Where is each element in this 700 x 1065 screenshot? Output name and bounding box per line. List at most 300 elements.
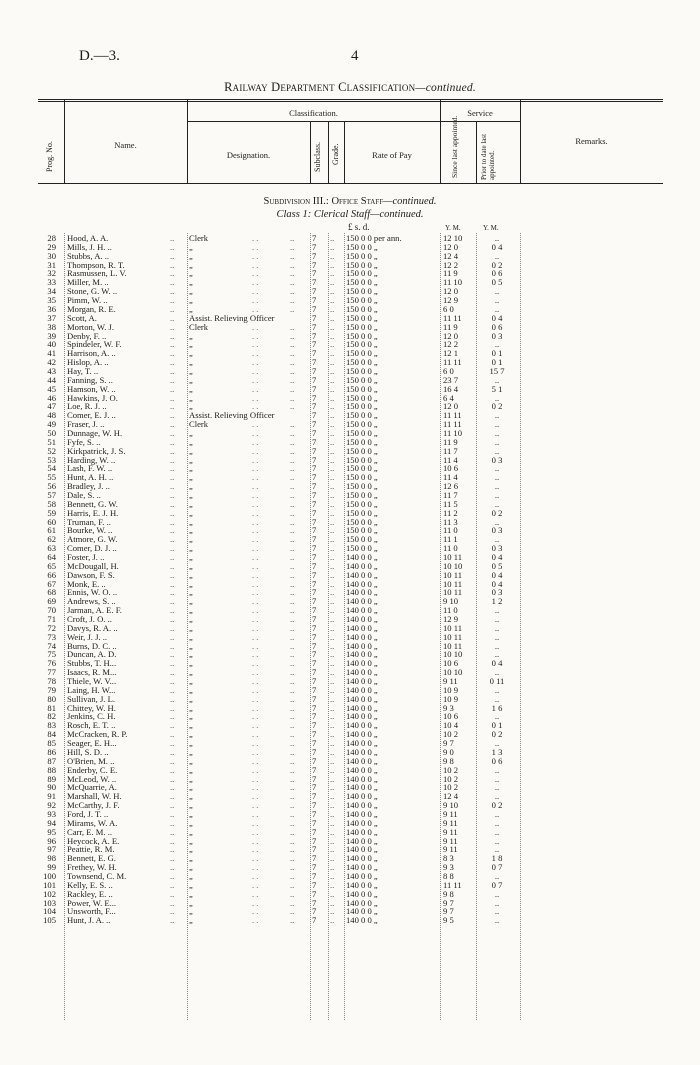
designation: „: [189, 808, 193, 819]
rate-of-pay: 150 0 0 „: [346, 534, 378, 545]
leader-dots: ..: [170, 720, 175, 731]
leader-dots: . .: [252, 295, 259, 305]
leader-dots: ..: [330, 729, 335, 740]
leader-dots: ..: [290, 330, 295, 341]
leader-dots: ..: [330, 693, 335, 704]
leader-dots: ..: [170, 844, 175, 855]
staff-name: Harris, E. J. H.: [67, 507, 119, 518]
staff-name: Davys, R. A. ..: [67, 622, 118, 633]
prog-no: 77: [47, 667, 56, 678]
service-prior: ..: [494, 427, 500, 438]
leader-dots: . .: [252, 906, 259, 917]
prog-no: 83: [47, 720, 56, 731]
rate-of-pay: 150 0 0 „: [346, 241, 378, 252]
leader-dots: . .: [252, 870, 259, 881]
subclass: 7: [312, 879, 317, 890]
leader-dots: ..: [290, 348, 295, 359]
rate-of-pay: 140 0 0 „: [346, 667, 378, 678]
leader-dots: ..: [330, 870, 335, 881]
service-prior: 0 5: [491, 277, 503, 288]
service-since-last: 10 9: [443, 684, 459, 695]
rate-of-pay: 150 0 0 „: [346, 401, 378, 412]
staff-name: Rosch, E. T. ..: [67, 720, 116, 731]
designation: „: [189, 445, 193, 456]
leader-dots: ..: [290, 560, 295, 571]
subclass: 7: [312, 826, 317, 837]
subclass: 7: [312, 897, 317, 908]
staff-name: Peattie, R. M.: [67, 844, 115, 855]
service-prior: ..: [494, 684, 500, 695]
service-prior: ..: [494, 631, 500, 642]
leader-dots: ..: [170, 800, 175, 810]
leader-dots: ..: [290, 454, 295, 465]
leader-dots: ..: [330, 427, 335, 438]
designation: „: [189, 835, 193, 846]
service-prior: 0 4: [491, 569, 503, 580]
rate-of-pay: 150 0 0 „: [346, 410, 378, 421]
leader-dots: . .: [252, 888, 259, 899]
service-since-last: 12 0: [443, 401, 459, 412]
subclass: 7: [312, 286, 317, 297]
leader-dots: ..: [330, 764, 335, 775]
service-prior: ..: [494, 764, 500, 775]
designation: Assist. Relieving Officer: [189, 410, 275, 421]
leader-dots: ..: [330, 259, 335, 270]
rate-of-pay: 140 0 0 „: [346, 693, 378, 704]
leader-dots: ..: [170, 622, 175, 633]
service-prior: 0 3: [491, 525, 503, 536]
designation: „: [189, 755, 193, 766]
leader-dots: . .: [252, 233, 259, 243]
leader-dots: ..: [290, 543, 295, 554]
leader-dots: ..: [170, 463, 175, 474]
leader-dots: ..: [170, 436, 175, 447]
rate-of-pay: 140 0 0 „: [346, 782, 378, 793]
service-prior: 0 2: [491, 259, 503, 270]
leader-dots: ..: [170, 862, 175, 873]
staff-name: Dunnage, W. H.: [67, 427, 123, 438]
rate-of-pay: 150 0 0 „: [346, 357, 378, 367]
prior-units: Y. M.: [483, 224, 499, 232]
leader-dots: . .: [252, 729, 259, 740]
rate-of-pay: 140 0 0 „: [346, 862, 378, 873]
designation: „: [189, 720, 193, 731]
leader-dots: ..: [330, 419, 335, 430]
service-since-last: 9 7: [443, 906, 454, 917]
leader-dots: . .: [252, 676, 259, 686]
prog-no: 43: [47, 365, 56, 376]
staff-name: Harrison, A. ..: [67, 348, 116, 359]
leader-dots: ..: [170, 711, 175, 722]
leader-dots: ..: [330, 321, 335, 332]
service-since-last: 12 0: [443, 330, 459, 341]
staff-name: Rackley, E. ..: [67, 888, 113, 899]
subclass: 7: [312, 321, 317, 332]
leader-dots: ..: [290, 259, 295, 270]
staff-name: Bradley, J. ..: [67, 481, 110, 492]
subclass: 7: [312, 614, 317, 624]
leader-dots: ..: [290, 374, 295, 385]
leader-dots: ..: [290, 631, 295, 642]
prog-no: 81: [47, 702, 56, 713]
prog-no: 41: [47, 348, 56, 359]
leader-dots: ..: [330, 357, 335, 367]
leader-dots: ..: [290, 862, 295, 873]
subclass: 7: [312, 268, 317, 279]
staff-name: Lash, F. W. ..: [67, 463, 113, 474]
leader-dots: ..: [170, 578, 175, 589]
service-prior: 0 2: [491, 507, 503, 518]
leader-dots: ..: [330, 543, 335, 554]
leader-dots: ..: [290, 667, 295, 678]
subclass: 7: [312, 711, 317, 722]
designation: „: [189, 711, 193, 722]
service-prior: ..: [494, 419, 500, 430]
service-prior: ..: [494, 339, 500, 350]
subclass: 7: [312, 516, 317, 527]
designation: „: [189, 481, 193, 492]
leader-dots: . .: [252, 330, 259, 341]
leader-dots: . .: [252, 764, 259, 775]
staff-name: Burns, D. C. ..: [67, 640, 117, 651]
rate-of-pay: 150 0 0 „: [346, 507, 378, 518]
designation: „: [189, 374, 193, 385]
rate-of-pay: 150 0 0 „: [346, 489, 378, 500]
designation: Clerk: [189, 233, 209, 243]
leader-dots: . .: [252, 667, 259, 678]
leader-dots: ..: [290, 702, 295, 713]
service-prior: 1 3: [491, 746, 503, 757]
rate-of-pay: 140 0 0 „: [346, 835, 378, 846]
service-since-last: 9 7: [443, 738, 454, 748]
staff-name: Marshall, W. H.: [67, 791, 122, 802]
leader-dots: . .: [252, 897, 259, 908]
leader-dots: ..: [290, 419, 295, 430]
leader-dots: ..: [170, 410, 175, 421]
leader-dots: ..: [170, 374, 175, 385]
leader-dots: ..: [330, 330, 335, 341]
staff-name: Seager, E. H...: [67, 738, 117, 748]
leader-dots: ..: [330, 578, 335, 589]
leader-dots: ..: [330, 374, 335, 385]
prog-no: 76: [47, 658, 56, 669]
leader-dots: . .: [252, 800, 259, 810]
designation-header: Designation.: [226, 150, 271, 160]
rate-of-pay: 140 0 0 „: [346, 614, 378, 624]
prog-no: 73: [47, 631, 56, 642]
leader-dots: ..: [170, 835, 175, 846]
leader-dots: . .: [252, 436, 259, 447]
designation: „: [189, 578, 193, 589]
subclass: 7: [312, 817, 317, 828]
prog-no: 70: [47, 605, 56, 616]
leader-dots: . .: [252, 755, 259, 766]
service-since-last: 9 11: [443, 835, 458, 846]
subclass: 7: [312, 543, 317, 554]
leader-dots: ..: [330, 897, 335, 908]
subclass: 7: [312, 498, 317, 509]
leader-dots: ..: [330, 454, 335, 465]
leader-dots: ..: [170, 596, 175, 607]
leader-dots: ..: [290, 498, 295, 509]
leader-dots: . .: [252, 862, 259, 873]
leader-dots: ..: [330, 481, 335, 492]
designation: „: [189, 906, 193, 917]
leader-dots: ..: [330, 569, 335, 580]
designation: „: [189, 498, 193, 509]
designation: „: [189, 489, 193, 500]
designation: „: [189, 640, 193, 651]
service-since-last: 10 10: [443, 667, 463, 678]
leader-dots: ..: [170, 472, 175, 483]
designation: „: [189, 844, 193, 855]
designation: „: [189, 800, 193, 810]
leader-dots: . .: [252, 401, 259, 412]
designation: „: [189, 587, 193, 598]
staff-name: Weir, J. J. ..: [67, 631, 108, 642]
leader-dots: ..: [330, 631, 335, 642]
leader-dots: ..: [170, 614, 175, 624]
prog-no: 59: [47, 507, 56, 518]
rate-of-pay: 150 0 0 „: [346, 374, 378, 385]
service-prior: ..: [494, 295, 500, 305]
remarks-header: Remarks.: [575, 136, 608, 146]
designation: „: [189, 746, 193, 757]
leader-dots: ..: [290, 773, 295, 784]
service-prior: 0 4: [491, 241, 503, 252]
designation: „: [189, 560, 193, 571]
rate-of-pay: 150 0 0 „: [346, 348, 378, 359]
leader-dots: ..: [290, 622, 295, 633]
service-since-last: 11 1: [443, 534, 458, 545]
rate-of-pay: 140 0 0 „: [346, 844, 378, 855]
leader-dots: ..: [330, 746, 335, 757]
service-since-last: 9 10: [443, 800, 459, 810]
designation: „: [189, 667, 193, 678]
leader-dots: ..: [330, 286, 335, 297]
prog-no: 38: [47, 321, 56, 332]
prog-no: 103: [43, 897, 56, 908]
leader-dots: ..: [170, 587, 175, 598]
leader-dots: ..: [170, 357, 175, 367]
subclass: 7: [312, 481, 317, 492]
designation: „: [189, 897, 193, 908]
rate-of-pay: 140 0 0 „: [346, 676, 378, 686]
service-prior: ..: [494, 472, 500, 483]
subclass: 7: [312, 295, 317, 305]
designation: „: [189, 241, 193, 252]
staff-name: Atmore, G. W.: [67, 534, 118, 545]
subclass: 7: [312, 436, 317, 447]
designation: „: [189, 605, 193, 616]
staff-name: Stubbs, A. ..: [67, 250, 110, 261]
leader-dots: ..: [290, 268, 295, 279]
designation: „: [189, 534, 193, 545]
prog-no: 45: [47, 383, 56, 394]
subclass: 7: [312, 649, 317, 660]
service-prior: 5 1: [491, 383, 503, 394]
rate-of-pay: 150 0 0 „: [346, 454, 378, 465]
prog-no: 49: [47, 419, 56, 430]
prog-no: 92: [47, 800, 56, 810]
leader-dots: ..: [170, 445, 175, 456]
leader-dots: ..: [170, 888, 175, 899]
service-prior: ..: [494, 516, 500, 527]
staff-name: Fyfe, S. ..: [67, 436, 101, 447]
service-prior: ..: [494, 888, 500, 899]
designation: Assist. Relieving Officer: [189, 312, 275, 323]
leader-dots: ..: [330, 410, 335, 421]
leader-dots: ..: [170, 383, 175, 394]
leader-dots: . .: [252, 605, 259, 616]
leader-dots: ..: [170, 233, 175, 243]
leader-dots: . .: [252, 808, 259, 819]
service-since-last: 23 7: [443, 374, 459, 385]
subclass: 7: [312, 552, 317, 562]
leader-dots: ..: [330, 720, 335, 731]
classification-header: Classification.: [289, 108, 338, 118]
subclass: 7: [312, 631, 317, 642]
leader-dots: ..: [330, 684, 335, 695]
staff-name: Hay, T. ..: [67, 365, 99, 376]
staff-name: Kelly, E. S. ..: [67, 879, 113, 890]
leader-dots: ..: [290, 365, 295, 376]
rate-of-pay: 140 0 0 „: [346, 720, 378, 731]
page-title: [0, 80, 700, 95]
subclass: 7: [312, 383, 317, 394]
prog-no: 29: [47, 241, 56, 252]
leader-dots: ..: [330, 277, 335, 288]
staff-name: Dale, S. ..: [67, 489, 101, 500]
prog-no: 32: [47, 268, 56, 279]
subclass: 7: [312, 596, 317, 607]
leader-dots: . .: [252, 782, 259, 793]
service-prior: ..: [494, 897, 500, 908]
prog-no: 56: [47, 481, 56, 492]
service-prior: 0 4: [491, 552, 503, 562]
page-number: 4: [351, 48, 359, 64]
staff-name: Hunt, A. H. ..: [67, 472, 114, 483]
service-prior: 15 7: [489, 365, 505, 376]
rate-of-pay: 140 0 0 „: [346, 791, 378, 802]
prog-no: 61: [47, 525, 56, 536]
subclass: 7: [312, 676, 317, 686]
service-prior: 0 1: [491, 348, 503, 359]
service-since-last: 11 0: [443, 543, 458, 554]
leader-dots: ..: [290, 286, 295, 297]
subclass: 7: [312, 365, 317, 376]
designation: „: [189, 915, 193, 926]
staff-name: Frethey, W. H.: [67, 862, 117, 873]
rate-of-pay: 140 0 0 „: [346, 773, 378, 784]
service-prior: ..: [494, 250, 500, 261]
subclass: 7: [312, 693, 317, 704]
service-prior: 0 4: [491, 658, 503, 669]
service-prior: ..: [494, 844, 500, 855]
prog-no: 93: [47, 808, 56, 819]
designation: „: [189, 295, 193, 305]
leader-dots: ..: [330, 800, 335, 810]
service-prior: 1 6: [491, 702, 503, 713]
subclass: 7: [312, 410, 317, 421]
subclass: 7: [312, 791, 317, 802]
service-prior: ..: [494, 392, 500, 403]
service-prior: 1 8: [491, 853, 503, 864]
service-prior: ..: [494, 826, 500, 837]
staff-name: Fanning, S. ..: [67, 374, 113, 385]
service-since-last: 9 3: [443, 862, 454, 873]
service-since-last: 10 6: [443, 711, 459, 722]
prog-no: 91: [47, 791, 56, 802]
leader-dots: . .: [252, 702, 259, 713]
leader-dots: . .: [252, 569, 259, 580]
designation: „: [189, 631, 193, 642]
service-prior: ..: [494, 817, 500, 828]
leader-dots: . .: [252, 534, 259, 545]
staff-name: Thiele, W. V...: [67, 676, 117, 686]
service-prior: ..: [494, 870, 500, 881]
leader-dots: . .: [252, 738, 259, 748]
leader-dots: . .: [252, 427, 259, 438]
leader-dots: ..: [290, 614, 295, 624]
leader-dots: ..: [290, 489, 295, 500]
leader-dots: ..: [290, 445, 295, 456]
leader-dots: . .: [252, 472, 259, 483]
leader-dots: . .: [252, 791, 259, 802]
rate-of-pay: 150 0 0 „: [346, 463, 378, 474]
service-prior: ..: [494, 534, 500, 545]
designation: „: [189, 729, 193, 740]
service-since-last: 10 2: [443, 773, 459, 784]
service-prior: 0 3: [491, 454, 503, 465]
leader-dots: . .: [252, 826, 259, 837]
service-since-last: 9 11: [443, 808, 458, 819]
leader-dots: ..: [170, 525, 175, 536]
service-since-last: 10 2: [443, 729, 459, 740]
leader-dots: ..: [290, 826, 295, 837]
leader-dots: . .: [252, 844, 259, 855]
service-since-last: 10 11: [443, 587, 463, 598]
leader-dots: ..: [170, 312, 175, 323]
service-since-last: 11 5: [443, 498, 458, 509]
rate-of-pay: 140 0 0 „: [346, 587, 378, 598]
rate-of-pay: 150 0 0 „: [346, 250, 378, 261]
leader-dots: ..: [330, 773, 335, 784]
leader-dots: . .: [252, 631, 259, 642]
leader-dots: . .: [252, 560, 259, 571]
service-since-last: 12 0: [443, 286, 459, 297]
leader-dots: ..: [330, 702, 335, 713]
prog-no: 65: [47, 560, 56, 571]
service-since-last: 10 11: [443, 578, 463, 589]
leader-dots: ..: [290, 746, 295, 757]
leader-dots: . .: [252, 507, 259, 518]
prog-no: 42: [47, 357, 56, 367]
leader-dots: ..: [290, 233, 295, 243]
prog-no: 89: [47, 773, 56, 784]
designation: „: [189, 693, 193, 704]
subdivision-heading: [0, 196, 700, 207]
staff-name: Hawkins, J. O.: [67, 392, 118, 403]
prog-no: 86: [47, 746, 56, 757]
leader-dots: ..: [330, 738, 335, 748]
service-since-last: 12 2: [443, 259, 459, 270]
designation: „: [189, 791, 193, 802]
leader-dots: ..: [290, 729, 295, 740]
leader-dots: ..: [290, 897, 295, 908]
staff-name: Carr, E. M. ..: [67, 826, 113, 837]
service-since-last: 12 10: [443, 233, 463, 243]
